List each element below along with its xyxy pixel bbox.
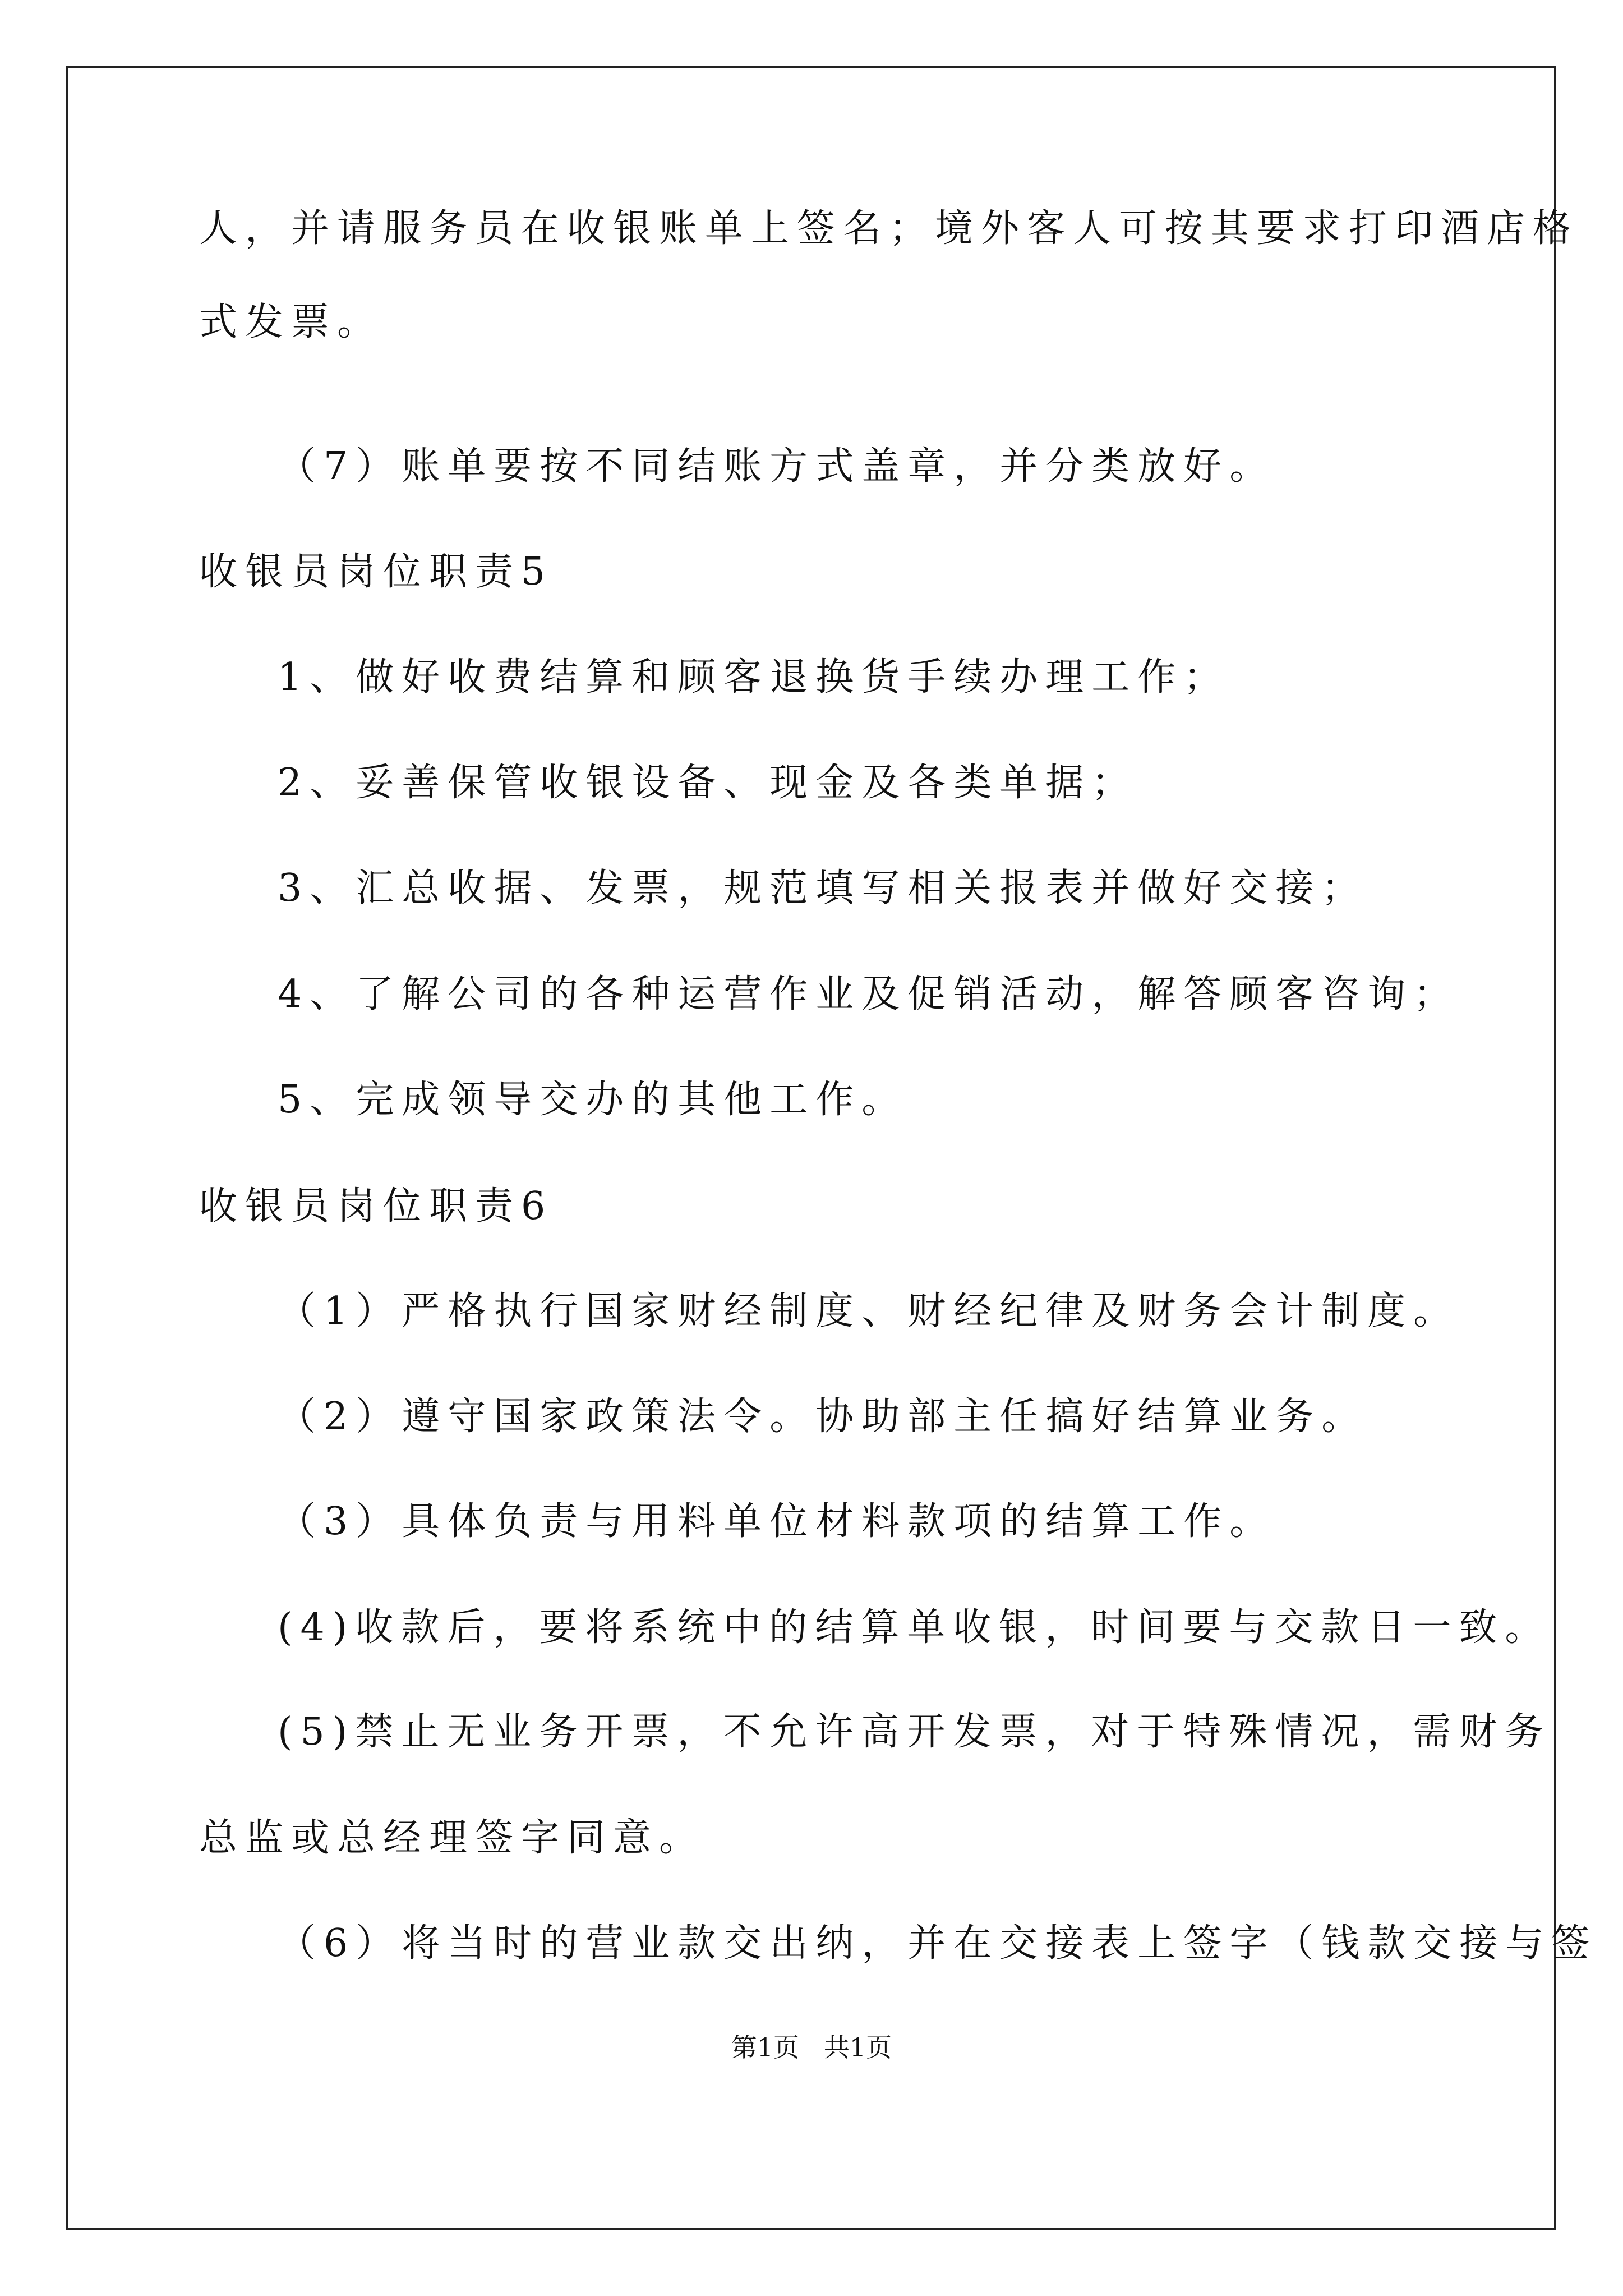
list-item: (4)收款后，要将系统中的结算单收银，时间要与交款日一致。 (278, 1605, 1551, 1650)
list-item: 2、妥善保管收银设备、现金及各类单据； (278, 761, 1138, 805)
page-number: 第1页 共1页 (731, 2032, 892, 2063)
list-item: 1、做好收费结算和顾客退换货手续办理工作； (278, 655, 1230, 700)
list-item: （6）将当时的营业款交出纳，并在交接表上签字（钱款交接与签 (278, 1921, 1598, 1966)
list-item: （7）账单要按不同结账方式盖章，并分类放好。 (278, 444, 1276, 489)
section-heading: 收银员岗位职责6 (199, 1184, 554, 1228)
body-line: 总监或总经理签字同意。 (199, 1816, 706, 1860)
body-line: 人，并请服务员在收银账单上签名；境外客人可按其要求打印酒店格 (199, 206, 1579, 251)
section-heading: 收银员岗位职责5 (199, 550, 554, 594)
body-line: 式发票。 (199, 300, 384, 344)
list-item: （2）遵守国家政策法令。协助部主任搞好结算业务。 (278, 1395, 1368, 1439)
list-item: 4、了解公司的各种运营作业及促销活动，解答顾客咨询； (278, 972, 1460, 1016)
list-item: （1）严格执行国家财经制度、财经纪律及财务会计制度。 (278, 1289, 1460, 1333)
list-item: （3）具体负责与用料单位材料款项的结算工作。 (278, 1499, 1276, 1544)
list-item: (5)禁止无业务开票，不允许高开发票，对于特殊情况，需财务 (278, 1710, 1551, 1754)
page-border (66, 66, 1556, 2230)
list-item: 5、完成领导交办的其他工作。 (278, 1078, 908, 1122)
list-item: 3、汇总收据、发票，规范填写相关报表并做好交接； (278, 866, 1368, 910)
